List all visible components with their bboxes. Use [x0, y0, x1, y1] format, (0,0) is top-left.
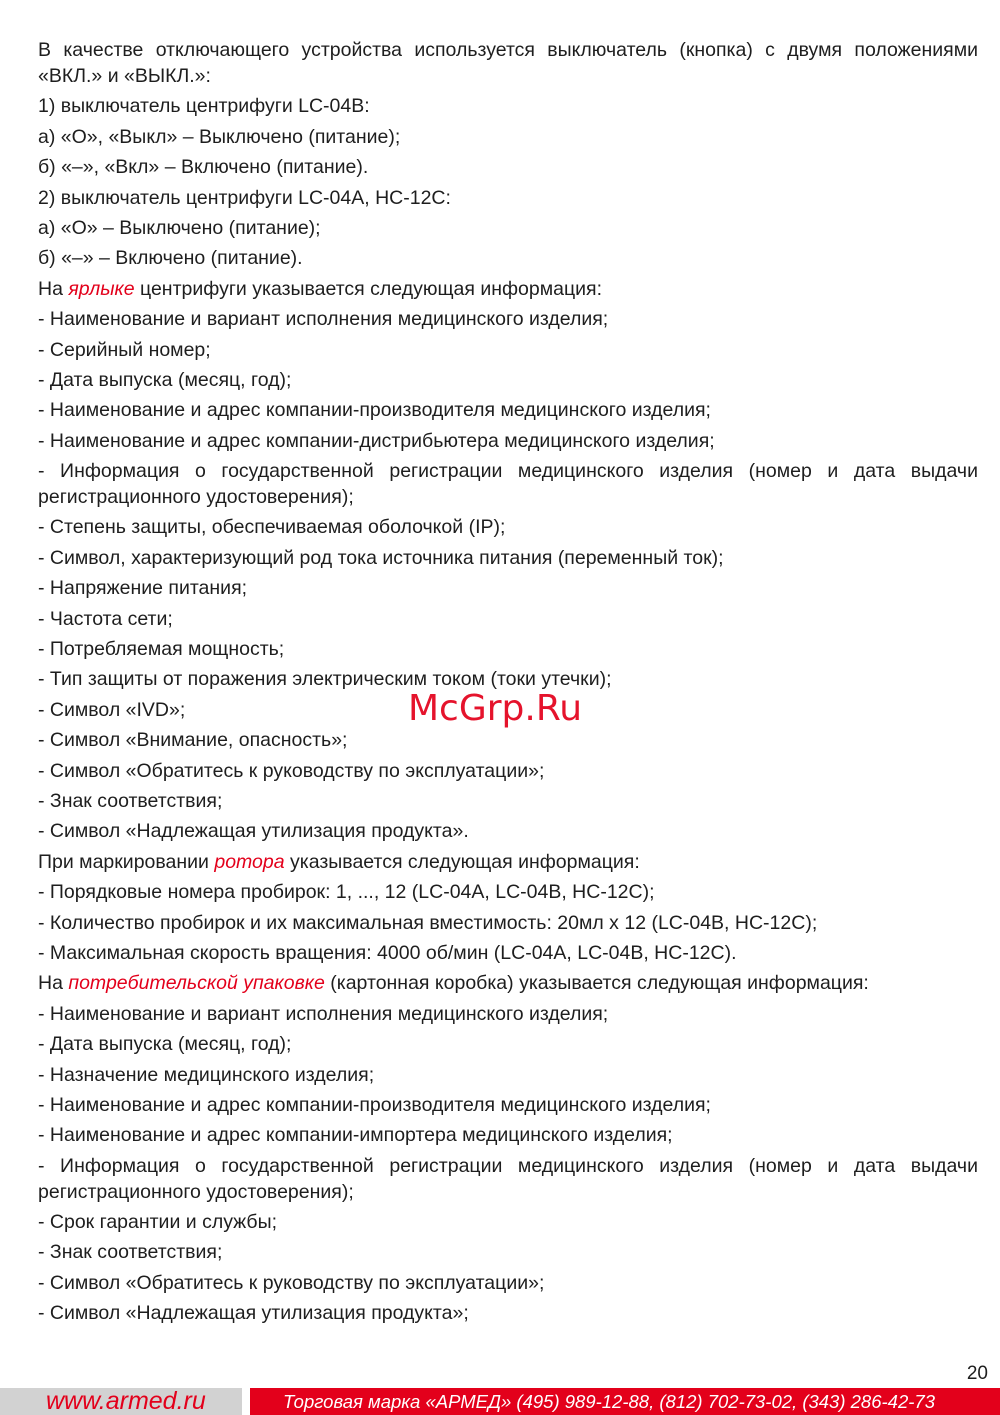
- list-item: - Серийный номер;: [38, 338, 211, 361]
- section-package-pre: На: [38, 972, 69, 995]
- list-item: - Символ «Обратитесь к руководству по эксплуатации»;: [38, 759, 545, 782]
- list-item: - Наименование и адрес компании-дистрибьютера медицинского изделия;: [38, 429, 715, 452]
- paragraph-intro: В качестве отключающего устройства используется выключатель (кнопка) с двумя положениями «ВКЛ.» и «ВЫКЛ.»:: [38, 39, 978, 87]
- list-item: - Потребляемая мощность;: [38, 638, 285, 661]
- section-package-post: (картонная коробка) указывается следующая информация:: [324, 972, 869, 995]
- section-rotor-post: указывается следующая информация:: [284, 850, 640, 873]
- list-item: - Символ «Надлежащая утилизация продукта».: [38, 820, 469, 843]
- list-item: - Символ «Надлежащая утилизация продукта»;: [38, 1302, 469, 1325]
- list-item: - Степень защиты, обеспечиваемая оболочкой (IP);: [38, 516, 506, 539]
- list-item: - Знак соответствия;: [38, 789, 223, 812]
- section-intro-post: центрифуги указывается следующая информация:: [134, 277, 603, 300]
- page-number: 20: [966, 1363, 988, 1384]
- list-item: - Дата выпуска (месяц, год);: [38, 1033, 292, 1056]
- list-item: - Символ «Внимание, опасность»;: [38, 729, 348, 752]
- list-item: - Количество пробирок и их максимальная вместимость: 20мл х 12 (LC-04B, HC-12C);: [38, 911, 818, 934]
- section-term-package: потребительской упаковке: [68, 972, 325, 995]
- section-intro-pre: На: [38, 277, 69, 300]
- list-item: а) «О», «Выкл» – Выключено (питание);: [38, 125, 401, 148]
- list-item: б) «–», «Вкл» – Включено (питание).: [38, 156, 369, 179]
- list-item: - Информация о государственной регистрации медицинского изделия (номер и дата выдачи регистрационного удостоверения);: [38, 460, 978, 509]
- list-item: - Максимальная скорость вращения: 4000 об/мин (LC-04A, LC-04B, HC-12C).: [38, 941, 737, 964]
- list-item: - Назначение медицинского изделия;: [38, 1063, 375, 1086]
- section-rotor-pre: При маркировании: [38, 850, 215, 873]
- section-package-label: [38, 970, 978, 1000]
- footer-bar: [0, 1388, 1000, 1415]
- list-item: - Тип защиты от поражения электрическим током (токи утечки);: [38, 668, 612, 691]
- list-item: - Наименование и адрес компании-производителя медицинского изделия;: [38, 1093, 711, 1116]
- section-rotor-label: [38, 849, 978, 879]
- list-item: б) «–» – Включено (питание).: [38, 247, 303, 270]
- section-intro-label: [38, 276, 978, 306]
- list-item: - Наименование и адрес компании-производителя медицинского изделия;: [38, 399, 711, 422]
- list-item: 1) выключатель центрифуги LC-04B:: [38, 95, 370, 118]
- trademark-contacts: Торговая марка «АРМЕД» (495) 989-12-88, (812) 702-73-02, (343) 286-42-73: [283, 1391, 935, 1412]
- list-item: а) «О» – Выключено (питание);: [38, 216, 321, 239]
- list-item: - Дата выпуска (месяц, год);: [38, 368, 292, 391]
- list-item: - Информация о государственной регистрации медицинского изделия (номер и дата выдачи регистрационного удостоверения);: [38, 1154, 978, 1203]
- list-item: - Наименование и адрес компании-импортера медицинского изделия;: [38, 1124, 673, 1147]
- list-item: - Срок гарантии и службы;: [38, 1211, 278, 1234]
- list-item: - Символ, характеризующий род тока источника питания (переменный ток);: [38, 546, 724, 569]
- watermark: McGrp.Ru: [408, 688, 583, 729]
- list-item: - Порядковые номера пробирок: 1, ..., 12 (LC-04A, LC-04B, HC-12C);: [38, 881, 655, 904]
- list-item: - Символ «IVD»;: [38, 698, 186, 721]
- list-item: - Частота сети;: [38, 607, 173, 630]
- list-item: - Знак соответствия;: [38, 1241, 223, 1264]
- section-term-label: ярлыке: [68, 277, 135, 300]
- website-link[interactable]: www.armed.ru: [46, 1387, 206, 1415]
- section-term-rotor: ротора: [214, 850, 285, 873]
- list-item: - Наименование и вариант исполнения медицинского изделия;: [38, 1002, 609, 1025]
- document-body: [38, 37, 978, 1331]
- list-item: - Напряжение питания;: [38, 577, 248, 600]
- list-item: - Символ «Обратитесь к руководству по эксплуатации»;: [38, 1271, 545, 1294]
- list-item: - Наименование и вариант исполнения медицинского изделия;: [38, 308, 609, 331]
- list-item: 2) выключатель центрифуги LC-04A, HC-12C:: [38, 186, 451, 209]
